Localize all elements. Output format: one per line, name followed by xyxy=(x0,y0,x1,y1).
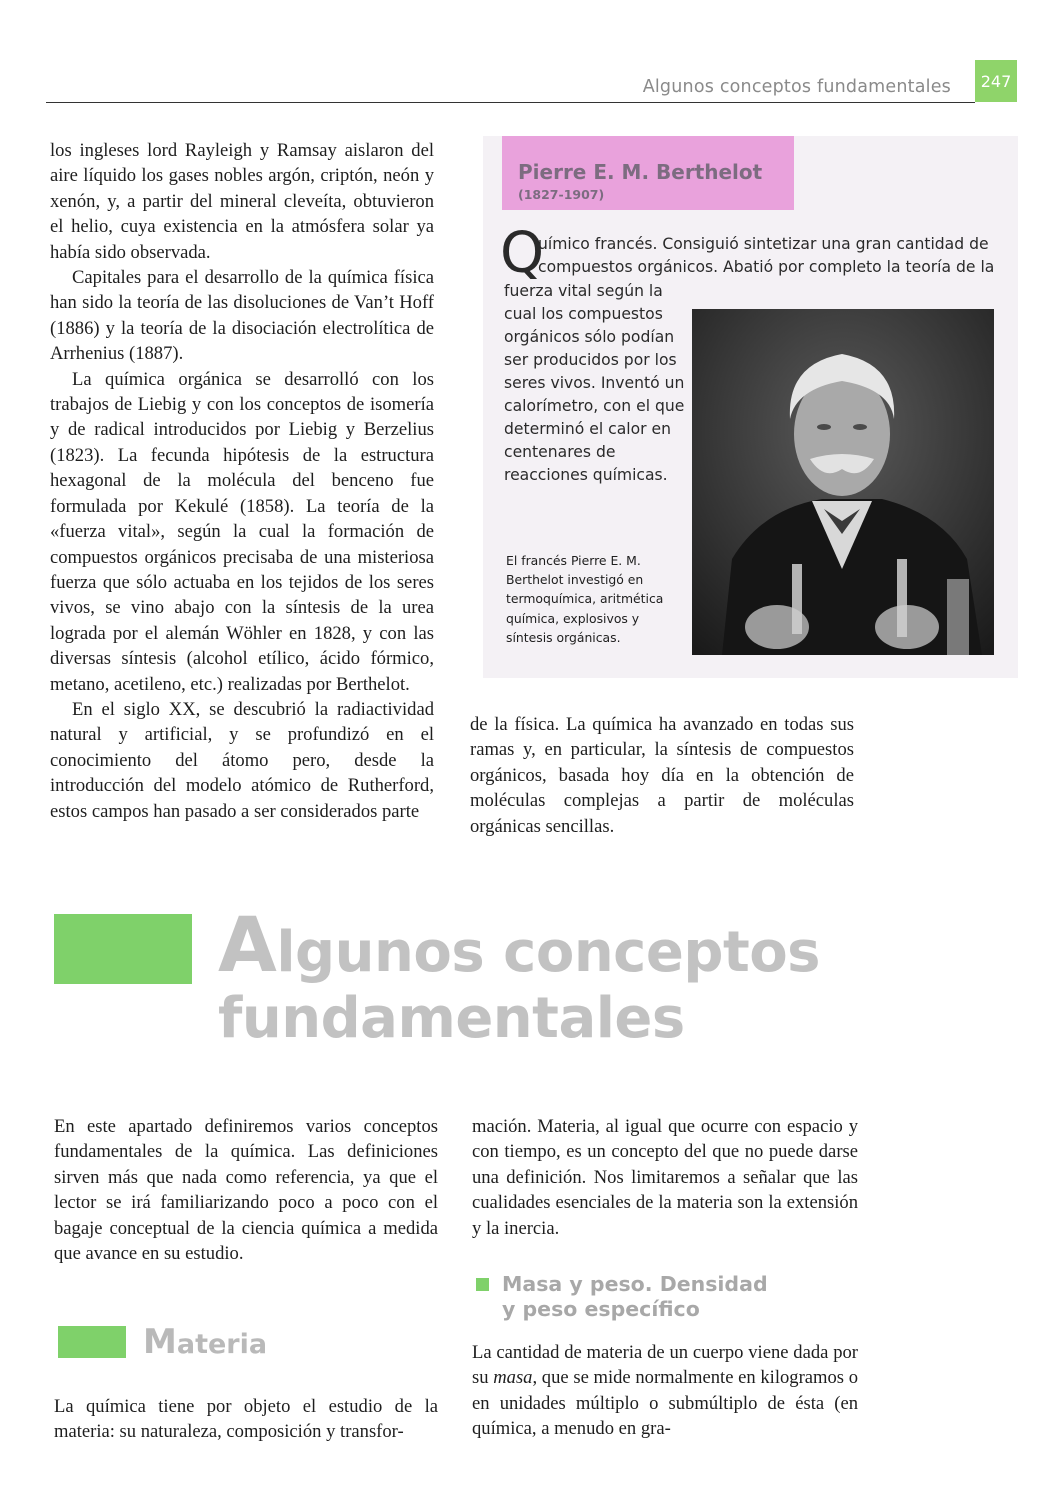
right-column-intro xyxy=(472,1114,858,1241)
masa-heading-line2: y peso específico xyxy=(502,1297,700,1321)
materia-accent-block xyxy=(58,1326,126,1358)
paragraph: En este apartado definiremos varios conceptos fundamentales de la química. Las definiciones sirven más que nada como referencia, ya que el lector se irá familiarizando poco a poco con el bagaje conceptual de la ciencia química a medida que avance en su estudio. xyxy=(54,1116,438,1265)
paragraph: La química tiene por objeto el estudio de la materia: su naturaleza, composición y transfor- xyxy=(54,1396,438,1443)
materia-text xyxy=(54,1394,438,1445)
section-heading-cap: A xyxy=(218,900,277,989)
biography-dates: (1827-1907) xyxy=(518,187,605,202)
masa-bullet-square xyxy=(476,1278,489,1291)
paragraph: La química orgánica se desarrolló con los trabajos de Liebig y con los conceptos de isomería y de radical introducidos por Liebig y Berzelius (1823). La fecunda hipótesis de la estructura hexagonal de la molécula del benceno fue formulada por Kekulé (1858). La teoría de la «fuerza vital», según la cual la formación de compuestos orgánicos precisaba de una misteriosa fuerza que sólo actuaba en los tejidos de los seres vivos, se vino abajo con la síntesis de la urea lograda por el alemán Wöhler en 1828, y con las diversas síntesis (alcohol etílico, ácido fórmico, metano, acetileno, etc.) realizadas por Berthelot. xyxy=(50,368,434,695)
right-column-top xyxy=(470,712,854,839)
biography-title-box xyxy=(502,136,794,210)
masa-heading-line1: Masa y peso. Densidad xyxy=(502,1272,768,1296)
paragraph xyxy=(472,1340,858,1442)
paragraph: Capitales para el desarrollo de la química física han sido la teoría de las disoluciones de Van’t Hoff (1886) y la teoría de la disociación electrolítica de Arrhenius (1887). xyxy=(50,267,434,365)
biography-text: fuerza vital según la cual los compuestos orgánicos sólo podían ser producidos por los seres vivos. Inventó un calorímetro, con el que determinó el calor en centenares de reacciones químicas. xyxy=(504,282,685,484)
paragraph: de la física. La química ha avanzado en todas sus ramas y, en particular, la síntesis de compuestos orgánicos, basada hoy día en la obtención de moléculas complejas a partir de moléculas orgánicas sencillas. xyxy=(470,714,854,837)
section-accent-block xyxy=(54,914,192,984)
page-number: 247 xyxy=(975,60,1017,102)
biography-drop-cap: Q xyxy=(500,221,545,286)
paragraph: mación. Materia, al igual que ocurre con espacio y con tiempo, es un concepto del que no puede darse una definición. Nos limitaremos a señalar que las cualidades esenciales de la materia son la extensión y la inercia. xyxy=(472,1116,858,1239)
biography-name: Pierre E. M. Berthelot xyxy=(518,160,763,184)
materia-heading xyxy=(143,1322,267,1362)
materia-heading-cap: M xyxy=(143,1322,177,1362)
running-header-title: Algunos conceptos fundamentales xyxy=(642,77,951,97)
section-heading xyxy=(218,900,821,1052)
biography-text-line: uímico francés. Consiguió sintetizar una gran cantidad de xyxy=(538,235,989,253)
masa-text-after: , que se mide normalmente en kilogramos o en unidades múltiplo o submúltiplo de ésta (en química, a menudo en gra- xyxy=(472,1367,858,1440)
running-header xyxy=(0,64,975,102)
photo-caption: El francés Pierre E. M. Berthelot investigó en termoquímica, aritmética química, explosivos y síntesis orgánicas. xyxy=(506,553,664,645)
section-heading-line2: fundamentales xyxy=(218,986,685,1051)
paragraph: En el siglo XX, se descubrió la radiactividad natural y artificial, y se profundizó en el conocimiento del átomo pero, desde la introducción del modelo atómico de Rutherford, estos campos han pasado a ser considerados parte xyxy=(50,698,434,822)
materia-heading-rest: ateria xyxy=(176,1329,268,1360)
portrait-illustration xyxy=(692,309,994,655)
masa-text-before: La cantidad de materia de un cuerpo viene dada por su xyxy=(472,1342,858,1389)
biography-text-line: compuestos orgánicos. Abatió por completo la teoría de la xyxy=(538,258,995,276)
header-rule xyxy=(46,102,975,103)
masa-term: masa xyxy=(493,1367,533,1389)
paragraph: los ingleses lord Rayleigh y Ramsay aislaron del aire líquido los gases nobles argón, criptón, neón y xenón, y, a partir del mineral cleveíta, obtuvieron el helio, cuya existencia en la atmósfera solar ya había sido observada. xyxy=(50,140,434,263)
left-column-intro xyxy=(54,1114,438,1266)
masa-heading xyxy=(502,1272,768,1322)
masa-text xyxy=(472,1340,858,1442)
section-heading-line1: lgunos conceptos xyxy=(276,920,821,985)
berthelot-portrait-photo xyxy=(692,309,994,655)
left-column-top xyxy=(50,138,434,824)
